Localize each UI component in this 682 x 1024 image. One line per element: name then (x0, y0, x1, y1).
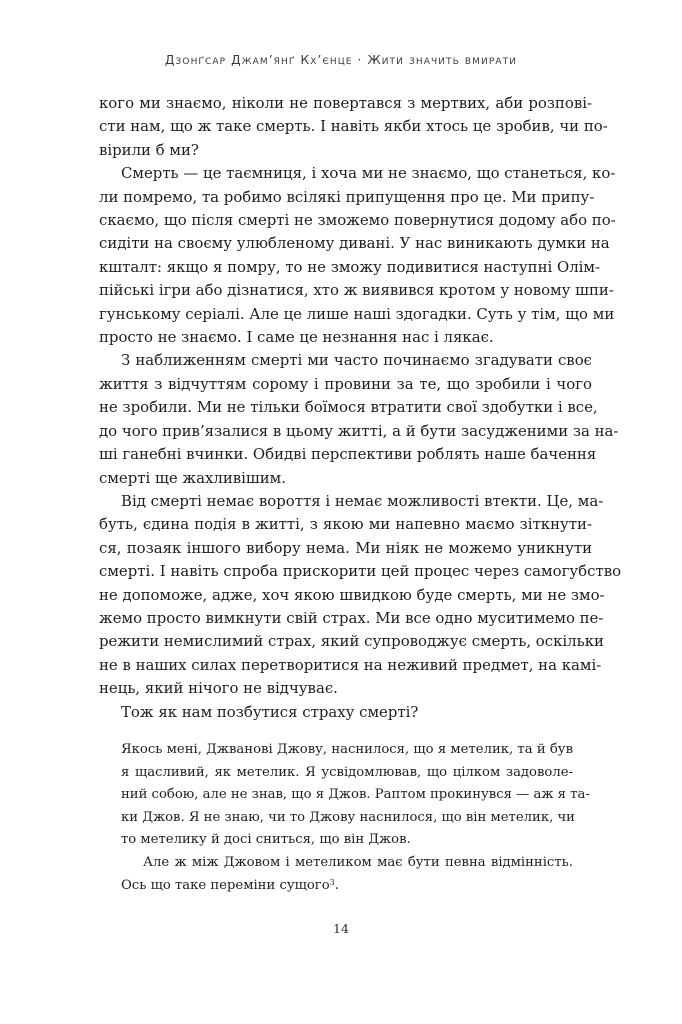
main-text (99, 92, 622, 724)
text-line: не в наших силах перетворитися на неживий предмет, на камі- (99, 655, 602, 674)
paragraph (99, 349, 619, 489)
quote-paragraph (121, 739, 590, 852)
quote-line-text: Ось що таке переміни сущого (121, 877, 330, 893)
text-line: З наближенням смерті ми часто починаємо згадувати своє (121, 351, 592, 370)
text-line: кшталт: якщо я помру, то не зможу подивитися наступні Олім- (99, 257, 601, 276)
text-line: до чого прив’язалися в цьому житті, а й бути засудженими за на- (99, 421, 619, 440)
footnote-marker[interactable]: 3 (329, 877, 335, 887)
quote-paragraph (121, 852, 573, 897)
quote-line: то метелику й досі сниться, що він Джов. (121, 832, 411, 848)
text-line: вірили б ми? (99, 140, 199, 159)
quote-line-with-footnote (121, 875, 573, 898)
text-line: нець, який нічого не відчуває. (99, 679, 338, 698)
text-line: ли помремо, та робимо всілякі припущення про це. Ми припу- (99, 187, 595, 206)
running-head: Дзонґсар Джам’янґ Кх’єнце · Жити значить вмирати (164, 53, 518, 67)
text-line: ся, позаяк іншого вибору нема. Ми ніяк не можемо уникнути (99, 538, 592, 557)
paragraph (99, 490, 622, 701)
text-line: не зробили. Ми не тільки боїмося втратити свої здобутки і все, (99, 398, 598, 417)
paragraph (99, 162, 616, 349)
text-line: смерті. І навіть спроба прискорити цей процес через самогубство (99, 562, 622, 581)
text-line: пійські ігри або дізнатися, хто ж виявився кротом у новому шпи- (99, 281, 614, 300)
text-line: буть, єдина подія в житті, з якою ми напевно маємо зіткнути- (99, 515, 592, 534)
text-line: режити немислимий страх, який супроводжує смерть, оскільки (99, 632, 604, 651)
paragraph (99, 92, 608, 162)
text-line: просто не знаємо. І саме це незнання нас і лякає. (99, 328, 494, 347)
text-line: скаємо, що після смерті не зможемо повернутися додому або по- (99, 211, 616, 230)
text-line: Тож як нам позбутися страху смерті? (121, 702, 419, 721)
text-line: ші ганебні вчинки. Обидві перспективи роблять наше бачення (99, 445, 597, 464)
text-line: сти нам, що ж таке смерть. І навіть якби хтось це зробив, чи по- (99, 117, 608, 136)
page-number: 14 (333, 921, 349, 936)
text-line: сидіти на своєму улюбленому дивані. У нас виникають думки на (99, 234, 610, 253)
text-line: гунському серіалі. Але це лише наші здогадки. Суть у тім, що ми (99, 304, 615, 323)
text-line: кого ми знаємо, ніколи не повертався з мертвих, аби розпові- (99, 94, 592, 112)
quote-line: ний собою, але не знав, що я Джов. Раптом прокинувся — аж я та- (121, 787, 590, 803)
text-line: смерті ще жахливішим. (99, 468, 286, 487)
paragraph (99, 701, 592, 724)
text-line: Смерть — це таємниця, і хоча ми не знаємо, що станеться, ко- (121, 164, 616, 183)
quote-line: Але ж між Джовом і метеликом має бути певна відмінність. (143, 854, 573, 870)
trailing-punctuation: . (334, 877, 339, 893)
text-line: не допоможе, адже, хоч якою швидкою буде смерть, ми не змо- (99, 585, 605, 604)
block-quote (121, 739, 590, 897)
quote-line: Якось мені, Джванові Джову, наснилося, що я метелик, та й був (121, 742, 573, 757)
text-line: життя з відчуттям сорому і провини за те, що зробили і чого (99, 374, 592, 393)
text-line: жемо просто вимкнути свій страх. Ми все одно муситимемо пе- (99, 608, 604, 627)
text-line: Від смерті немає вороття і немає можливості втекти. Це, ма- (121, 491, 604, 510)
quote-line: ки Джов. Я не знаю, чи то Джову наснилося, що він метелик, чи (121, 809, 575, 825)
quote-line: я щасливий, як метелик. Я усвідомлював, що цілком задоволе- (121, 764, 573, 780)
